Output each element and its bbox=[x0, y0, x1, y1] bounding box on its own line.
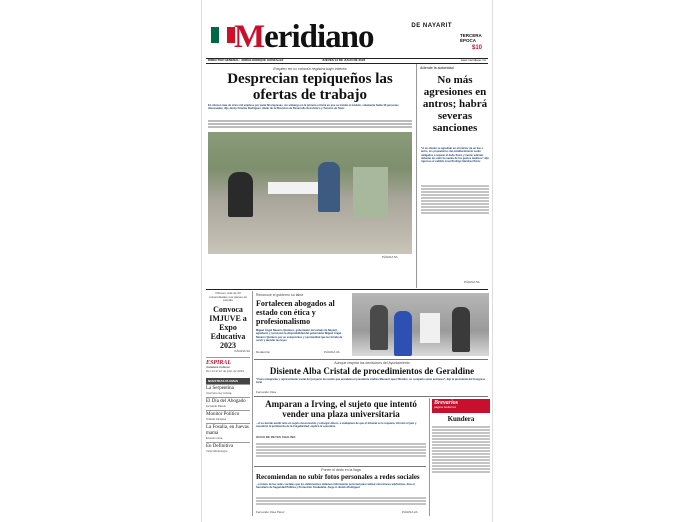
irving-credit: HUGO DE REYES CHALINO bbox=[256, 435, 296, 439]
left-column bbox=[206, 292, 250, 455]
irving-headline[interactable]: Amparan a Irving, el sujeto que intentó vender una plaza universitaria bbox=[265, 399, 417, 419]
lead-photo bbox=[208, 132, 412, 254]
aside-intro: "A un cliente se agredido en el interior de un bar o antro, los propietarios del establecimiento serán obligados a reparar el daño físico y moral, además deberán de subir la cuenta de los gastos médicos" dijo riguroso el cabildo José Rodrigo Sánchez Pérez bbox=[421, 147, 489, 164]
geraldine-credit: Fernando Olea bbox=[256, 390, 277, 394]
column-item[interactable]: La Serpentina Una hora muy curiosa bbox=[206, 384, 250, 397]
masthead-subtitle: DE NAYARIT bbox=[411, 23, 452, 29]
epoca-label: TERCERA ÉPOCA bbox=[460, 33, 482, 43]
newspaper-front-page bbox=[201, 0, 493, 522]
espiral-sub: Cartelera Cultural bbox=[206, 365, 230, 370]
geraldine-headline[interactable]: Disiente Alba Cristal de procedimientos de Geraldine bbox=[269, 366, 475, 376]
abogados-page-ref: PÁGINA 3A bbox=[324, 350, 340, 354]
column-item[interactable]: La Fosalia, en Juevas mamá Ernesto Loera bbox=[206, 424, 249, 440]
aside-body-text bbox=[421, 184, 489, 248]
bottom-body-text bbox=[256, 496, 426, 508]
website-link[interactable]: www.meridiano.mx bbox=[460, 58, 486, 62]
brevarios-banner: Brevarios página Gutiérrez bbox=[432, 399, 490, 413]
bottom-kicker: Ponen el dedo en la llaga bbox=[321, 468, 361, 472]
bottom-headline[interactable]: Recomiendan no subir fotos personales a redes sociales bbox=[256, 473, 420, 481]
mexico-flag-icon bbox=[211, 27, 235, 43]
abogados-photo bbox=[352, 293, 489, 356]
brevarios-title[interactable]: Kundera bbox=[447, 415, 475, 423]
espiral-dates: Del 14 al 22 de julio de 2023 bbox=[206, 368, 245, 373]
abogados-intro: Miguel Ángel Navarro Quintero, gobernador del estado de Nayarit, agradeció y reconoció la disponibilidad del gobernador Miguel Ángel Navarro Quintero por su compromiso y oportunidad que les brinda de servir y atender las leyes bbox=[256, 329, 343, 342]
irving-intro: ...el es decide acudir ante un sujeto desconocido y entregar dinero, a cualquiera de que el tribunal se le requiera, informó el juez y cuestionó la pertinencia de la irregularidad; explicó la secretaria bbox=[256, 422, 417, 429]
lead-kicker: Empleo en tu colonia registra bajo interés bbox=[273, 66, 347, 71]
expo-headline[interactable]: Convoca IMJUVE a Expo Educativa 2023 bbox=[209, 304, 247, 350]
issue-date: JUEVES 13 DE JULIO DE 2023 bbox=[322, 58, 366, 62]
expo-kicker: Ofrecen más de 20 universidades sus planes de estudio bbox=[209, 291, 247, 303]
abogados-credit: Redacción bbox=[256, 350, 271, 354]
bottom-intro: ...a través de las redes sociales que los delincuentes obtienen información personal para realizar extorsiones telefónicas, dice el Secretario de Seguridad Pública y Protección Ciudadana, Jorge A. Benito Rodríguez bbox=[256, 483, 415, 490]
aside-headline[interactable]: No más agresiones en antros; habrá severas sanciones bbox=[422, 74, 488, 134]
geraldine-intro: "Como integrante y representante social del proyecto de nación que encabeza el presidente Andrés Manuel López Obrador, no comparto estas acciones", dijo la presidenta del Congreso local bbox=[256, 378, 486, 385]
price-badge: $10 bbox=[471, 45, 482, 51]
espiral-title[interactable]: ESPIRAL bbox=[206, 360, 232, 367]
column-item[interactable]: Monitor Político Orlando Hinojosa bbox=[206, 410, 250, 423]
expo-page-ref: PÁGINA 3A bbox=[234, 348, 250, 353]
lead-headline[interactable]: Desprecian tepiqueños las ofertas de trabajo bbox=[227, 71, 393, 103]
irving-body-text bbox=[256, 442, 426, 462]
lead-intro: En ofrecen más de cinco mil empleos por parte 60 empresas, sin embargo en la primera colonia en que se instaló el módulo, solamente había 40 personas interesadas; dijo Jenny Ornelas Rodríguez, titular de la Dirección de Desarrollo Económico y Turismo de Tepic bbox=[208, 104, 399, 111]
aside-kicker: Atiende la autoridad bbox=[420, 66, 454, 70]
bottom-credit: Fernando Olea Pérez bbox=[256, 510, 285, 514]
column-item[interactable]: El Día del Abogado Fernando Ravelo bbox=[206, 397, 250, 410]
brevarios-body-text bbox=[432, 425, 490, 515]
bottom-page-ref: PÁGINA 2A bbox=[402, 510, 418, 514]
abogados-kicker: Reconoce el gobierno su labor bbox=[256, 293, 304, 297]
masthead-logo: Meridiano bbox=[234, 19, 374, 55]
lead-body-text bbox=[208, 119, 412, 129]
columns-label: NUESTRAS PLUMAS bbox=[206, 378, 250, 384]
director-line: DIRECTOR GENERAL: JORGE ENRIQUE GONZÁLEZ bbox=[208, 58, 284, 62]
column-item[interactable]: En Definitiva Víctor Montenegro bbox=[206, 442, 250, 455]
lead-page-ref: PÁGINA 5A bbox=[382, 255, 398, 259]
abogados-headline[interactable]: Fortalecen abogados al estado con ética y profesionalismo bbox=[256, 299, 335, 326]
aside-page-ref: PÁGINA 5A bbox=[464, 280, 480, 284]
geraldine-kicker: Aunque respeta las decisiones del Ayuntamiento bbox=[334, 361, 410, 365]
